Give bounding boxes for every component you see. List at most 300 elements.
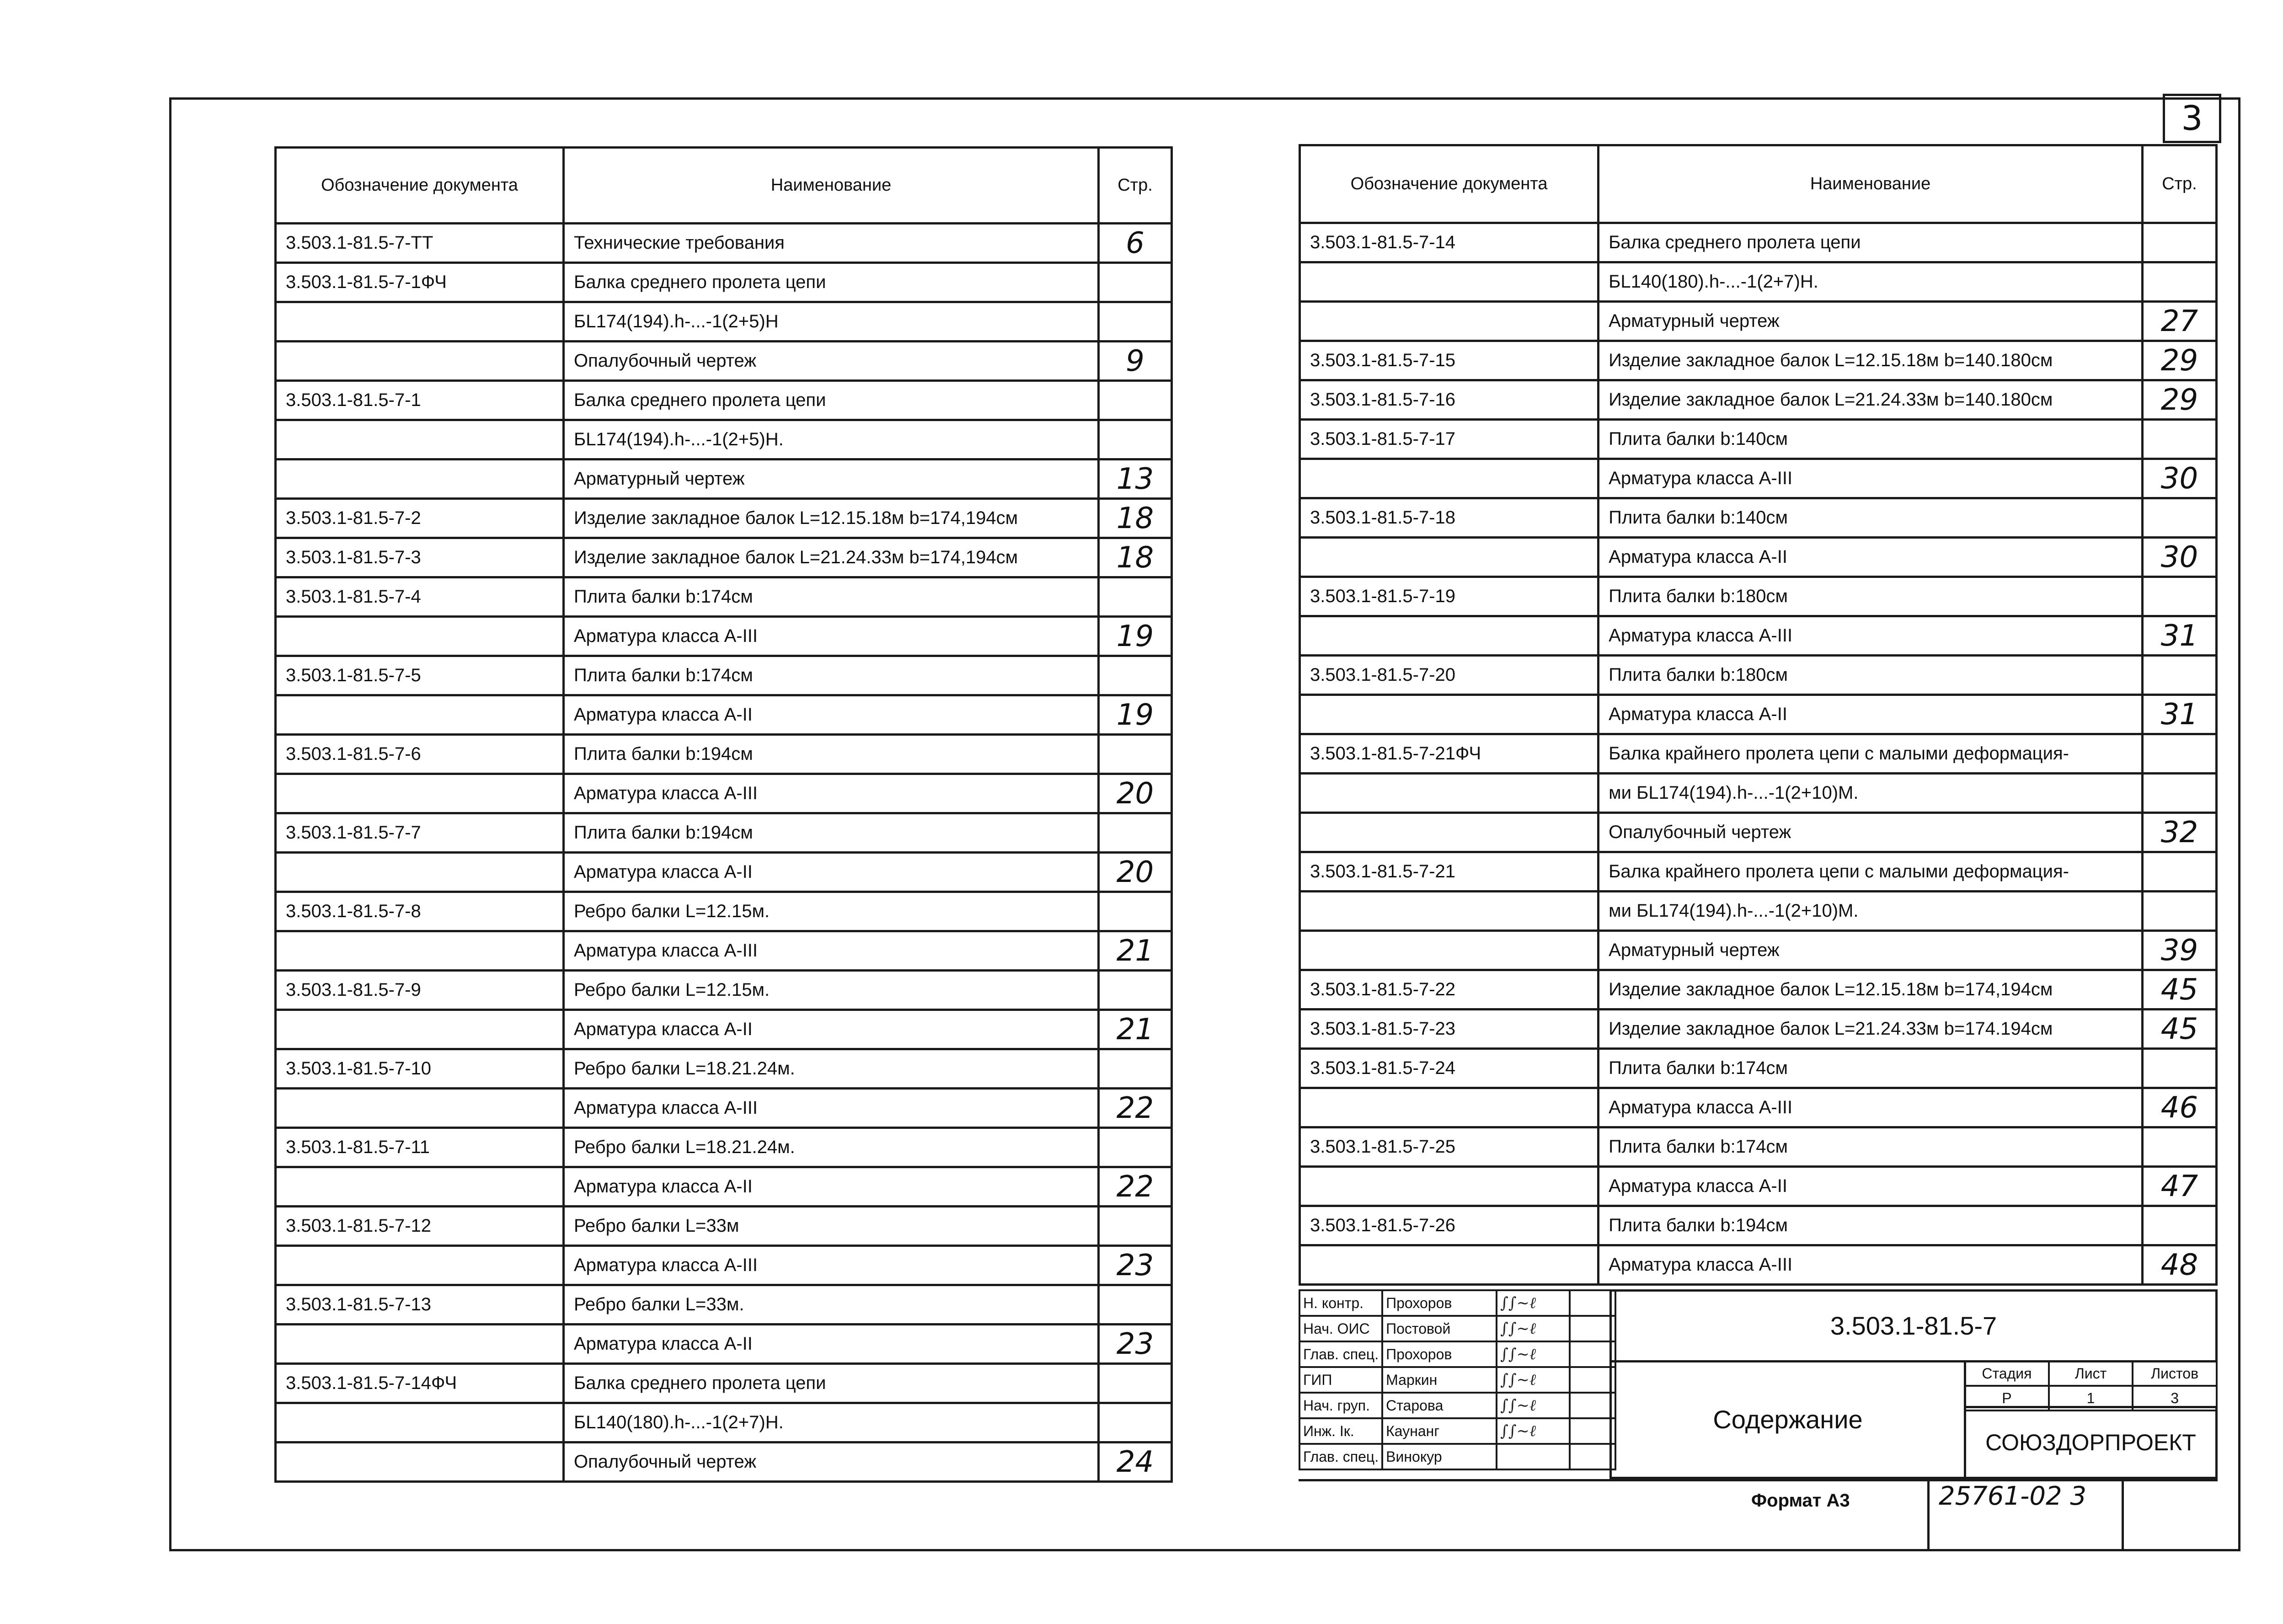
row-page: 46	[2142, 1088, 2216, 1127]
contents-table-right	[1299, 144, 2218, 1286]
table-row	[276, 656, 1172, 695]
row-designation	[276, 1403, 564, 1442]
row-page: 39	[2142, 931, 2216, 970]
table-row	[1300, 577, 2217, 616]
row-designation	[1300, 931, 1599, 970]
row-page	[1099, 735, 1172, 774]
row-name: Арматура класса А-II	[564, 853, 1099, 892]
row-page	[1099, 1128, 1172, 1167]
row-designation: 3.503.1-81.5-7-21ФЧ	[1300, 734, 1599, 774]
row-page: 23	[1099, 1325, 1172, 1364]
row-designation	[1300, 302, 1599, 341]
row-page	[2142, 577, 2216, 616]
table-row	[276, 538, 1172, 577]
row-name: Балка крайнего пролета цепи с малыми деформация-	[1599, 852, 2143, 892]
table-row	[276, 342, 1172, 381]
document-code: 3.503.1-81.5-7	[1609, 1289, 2218, 1362]
table-row	[276, 853, 1172, 892]
signature-table	[1299, 1289, 1616, 1470]
sheets-value: 3	[2133, 1386, 2217, 1410]
signature-row	[1299, 1444, 1615, 1469]
signature-scribble-icon: ∫∫~ℓ	[1500, 1345, 1536, 1363]
row-page: 29	[2142, 380, 2216, 420]
table-row	[1300, 262, 2217, 302]
row-page	[2142, 1206, 2216, 1245]
row-designation: 3.503.1-81.5-7-1	[276, 381, 564, 420]
row-name: Изделие закладное балок L=12.15.18м b=174,194см	[1599, 970, 2143, 1010]
table-row	[276, 735, 1172, 774]
row-designation: 3.503.1-81.5-7-ТТ	[276, 224, 564, 263]
row-page	[1099, 813, 1172, 853]
signature-person: Старова	[1382, 1393, 1497, 1418]
stage-value: Р	[1965, 1386, 2049, 1410]
table-row	[1300, 656, 2217, 695]
row-name: Арматура класса А-III	[1599, 616, 2143, 656]
row-designation: 3.503.1-81.5-7-14	[1300, 223, 1599, 262]
row-page	[1099, 1207, 1172, 1246]
row-page: 18	[1099, 538, 1172, 577]
row-page: 22	[1099, 1089, 1172, 1128]
signature-role: Инж. Iк.	[1299, 1418, 1382, 1444]
inventory-divider-right	[2122, 1479, 2124, 1551]
row-designation	[1300, 1088, 1599, 1127]
signature-scribble-icon: ∫∫~ℓ	[1500, 1294, 1536, 1312]
row-name: БL140(180).h-...-1(2+7)Н.	[1599, 262, 2143, 302]
signature-role: Глав. спец.	[1299, 1444, 1382, 1469]
signature-role: Н. контр.	[1299, 1290, 1382, 1316]
row-name: Технические требования	[564, 224, 1099, 263]
row-name: Арматура класса А-III	[1599, 1088, 2143, 1127]
signature-person: Маркин	[1382, 1367, 1497, 1393]
row-name: Плита балки b:194см	[1599, 1206, 2143, 1245]
row-designation	[1300, 813, 1599, 852]
table-row	[1300, 1127, 2217, 1167]
row-designation: 3.503.1-81.5-7-2	[276, 499, 564, 538]
inventory-divider-left	[1927, 1479, 1930, 1551]
row-name: БL174(194).h-...-1(2+5)Н.	[564, 420, 1099, 459]
header-name: Наименование	[564, 148, 1099, 224]
row-page	[2142, 498, 2216, 538]
table-row	[1300, 774, 2217, 813]
signature-person: Винокур	[1382, 1444, 1497, 1469]
signature-row	[1299, 1418, 1615, 1444]
row-name: Изделие закладное балок L=12.15.18м b=140.180см	[1599, 341, 2143, 380]
sheet-label: Лист	[2049, 1361, 2133, 1386]
row-designation	[276, 1246, 564, 1285]
row-designation	[1300, 262, 1599, 302]
row-name: Плита балки b:140см	[1599, 498, 2143, 538]
header-name: Наименование	[1599, 145, 2143, 223]
row-page: 20	[1099, 853, 1172, 892]
row-designation: 3.503.1-81.5-7-4	[276, 577, 564, 617]
row-name: Арматура класса А-II	[564, 695, 1099, 735]
table-row	[1300, 498, 2217, 538]
signature-person: Постовой	[1382, 1316, 1497, 1341]
row-page	[1099, 1049, 1172, 1089]
row-designation	[1300, 459, 1599, 498]
table-row	[276, 459, 1172, 499]
table-row	[276, 1325, 1172, 1364]
row-page	[1099, 381, 1172, 420]
signature-role: ГИП	[1299, 1367, 1382, 1393]
table-row	[1300, 538, 2217, 577]
row-page	[1099, 420, 1172, 459]
row-name: Арматурный чертеж	[564, 459, 1099, 499]
row-name: Арматура класса А-III	[564, 1089, 1099, 1128]
row-designation: 3.503.1-81.5-7-22	[1300, 970, 1599, 1010]
row-page: 30	[2142, 538, 2216, 577]
row-page	[2142, 852, 2216, 892]
row-designation: 3.503.1-81.5-7-16	[1300, 380, 1599, 420]
row-designation: 3.503.1-81.5-7-12	[276, 1207, 564, 1246]
row-name: Арматура класса А-II	[564, 1167, 1099, 1207]
row-name: Плита балки b:194см	[564, 735, 1099, 774]
table-row	[1300, 1010, 2217, 1049]
header-designation: Обозначение документа	[1300, 145, 1599, 223]
row-name: Изделие закладное балок L=12.15.18м b=174,194см	[564, 499, 1099, 538]
document-title: Содержание	[1609, 1360, 1966, 1479]
row-page: 31	[2142, 695, 2216, 734]
row-name: ми БL174(194).h-...-1(2+10)М.	[1599, 892, 2143, 931]
row-name: Изделие закладное балок L=21.24.33м b=174,194см	[564, 538, 1099, 577]
row-name: БL174(194).h-...-1(2+5)Н	[564, 302, 1099, 342]
table-row	[276, 1010, 1172, 1049]
table-row	[1300, 970, 2217, 1010]
row-name: Опалубочный чертеж	[1599, 813, 2143, 852]
signature-person: Каунанг	[1382, 1418, 1497, 1444]
table-row	[1300, 380, 2217, 420]
table-row	[1300, 813, 2217, 852]
row-designation: 3.503.1-81.5-7-26	[1300, 1206, 1599, 1245]
table-row	[1300, 734, 2217, 774]
row-name: БL140(180).h-...-1(2+7)Н.	[564, 1403, 1099, 1442]
row-designation	[276, 853, 564, 892]
row-page: 19	[1099, 695, 1172, 735]
table-row	[1300, 695, 2217, 734]
row-designation	[276, 459, 564, 499]
row-page: 45	[2142, 970, 2216, 1010]
row-page: 31	[2142, 616, 2216, 656]
sheet-number: 3	[2163, 94, 2221, 143]
table-row	[276, 577, 1172, 617]
table-row	[1300, 302, 2217, 341]
row-page	[1099, 1285, 1172, 1325]
row-page: 27	[2142, 302, 2216, 341]
signature-date	[1570, 1290, 1615, 1316]
row-page	[2142, 734, 2216, 774]
table-row	[1300, 616, 2217, 656]
row-designation	[276, 1442, 564, 1482]
row-name: ми БL174(194).h-...-1(2+10)М.	[1599, 774, 2143, 813]
contents-table-left	[274, 146, 1173, 1483]
row-name: Арматурный чертеж	[1599, 931, 2143, 970]
row-page: 19	[1099, 617, 1172, 656]
signature-date	[1570, 1444, 1615, 1469]
row-page: 9	[1099, 342, 1172, 381]
row-name: Арматура класса А-II	[564, 1010, 1099, 1049]
row-name: Ребро балки L=33м	[564, 1207, 1099, 1246]
signature-scribble-icon: ∫∫~ℓ	[1500, 1396, 1536, 1415]
handwritten-signature	[1497, 1290, 1570, 1316]
row-designation	[276, 931, 564, 971]
table-row	[276, 1403, 1172, 1442]
table-row	[1300, 420, 2217, 459]
row-name: Арматурный чертеж	[1599, 302, 2143, 341]
table-header	[1300, 145, 2217, 223]
table-row	[276, 1246, 1172, 1285]
row-page: 48	[2142, 1245, 2216, 1285]
row-page	[2142, 892, 2216, 931]
row-name: Балка крайнего пролета цепи с малыми деформация-	[1599, 734, 2143, 774]
signature-role: Глав. спец.	[1299, 1341, 1382, 1367]
row-designation: 3.503.1-81.5-7-23	[1300, 1010, 1599, 1049]
handwritten-signature	[1497, 1393, 1570, 1418]
sheets-label: Листов	[2133, 1361, 2217, 1386]
signature-role: Нач. ОИС	[1299, 1316, 1382, 1341]
stage-label: Стадия	[1965, 1361, 2049, 1386]
row-designation	[276, 420, 564, 459]
row-designation: 3.503.1-81.5-7-21	[1300, 852, 1599, 892]
row-page: 18	[1099, 499, 1172, 538]
row-name: Плита балки b:174см	[564, 656, 1099, 695]
handwritten-signature	[1497, 1341, 1570, 1367]
handwritten-signature	[1497, 1418, 1570, 1444]
signature-role: Нач. груп.	[1299, 1393, 1382, 1418]
row-page	[2142, 1127, 2216, 1167]
signature-scribble-icon: ∫∫~ℓ	[1500, 1320, 1536, 1338]
row-page: 45	[2142, 1010, 2216, 1049]
table-row	[276, 224, 1172, 263]
row-name: Ребро балки L=12.15м.	[564, 971, 1099, 1010]
sheet-value: 1	[2049, 1386, 2133, 1410]
header-designation: Обозначение документа	[276, 148, 564, 224]
row-page: 30	[2142, 459, 2216, 498]
table-row	[276, 1167, 1172, 1207]
row-page: 20	[1099, 774, 1172, 813]
row-designation	[1300, 1167, 1599, 1206]
format-label: Формат А3	[1751, 1490, 1850, 1511]
row-name: Арматура класса А-II	[1599, 695, 2143, 734]
row-designation	[276, 342, 564, 381]
row-page: 6	[1099, 224, 1172, 263]
handwritten-signature	[1497, 1367, 1570, 1393]
table-row	[276, 1207, 1172, 1246]
row-designation	[276, 617, 564, 656]
row-designation: 3.503.1-81.5-7-10	[276, 1049, 564, 1089]
table-row	[1300, 1245, 2217, 1285]
signature-row	[1299, 1316, 1615, 1341]
row-designation: 3.503.1-81.5-7-5	[276, 656, 564, 695]
row-name: Ребро балки L=18.21.24м.	[564, 1049, 1099, 1089]
table-row	[1300, 1206, 2217, 1245]
row-page	[2142, 774, 2216, 813]
row-name: Ребро балки L=18.21.24м.	[564, 1128, 1099, 1167]
table-header	[276, 148, 1172, 224]
table-row	[276, 971, 1172, 1010]
row-designation: 3.503.1-81.5-7-14ФЧ	[276, 1364, 564, 1403]
row-name: Балка среднего пролета цепи	[564, 381, 1099, 420]
row-page	[1099, 971, 1172, 1010]
row-page: 24	[1099, 1442, 1172, 1482]
row-name: Балка среднего пролета цепи	[564, 1364, 1099, 1403]
row-name: Опалубочный чертеж	[564, 342, 1099, 381]
row-designation	[1300, 538, 1599, 577]
row-page: 13	[1099, 459, 1172, 499]
title-block	[1299, 1289, 2218, 1479]
row-page	[2142, 420, 2216, 459]
row-name: Арматура класса А-II	[564, 1325, 1099, 1364]
row-name: Ребро балки L=12.15м.	[564, 892, 1099, 931]
table-row	[1300, 1088, 2217, 1127]
table-row	[276, 931, 1172, 971]
row-designation	[276, 1167, 564, 1207]
table-row	[276, 1285, 1172, 1325]
row-page	[1099, 302, 1172, 342]
row-designation	[276, 302, 564, 342]
row-designation: 3.503.1-81.5-7-13	[276, 1285, 564, 1325]
signature-person: Прохоров	[1382, 1341, 1497, 1367]
row-page	[1099, 577, 1172, 617]
row-designation	[1300, 774, 1599, 813]
signature-scribble-icon: ∫∫~ℓ	[1500, 1371, 1536, 1389]
row-name: Арматура класса А-II	[1599, 538, 2143, 577]
row-name: Изделие закладное балок L=21.24.33м b=174.194см	[1599, 1010, 2143, 1049]
row-name: Арматура класса А-III	[564, 1246, 1099, 1285]
row-designation: 3.503.1-81.5-7-11	[276, 1128, 564, 1167]
row-designation: 3.503.1-81.5-7-17	[1300, 420, 1599, 459]
row-designation	[276, 774, 564, 813]
handwritten-signature	[1497, 1316, 1570, 1341]
row-designation	[1300, 892, 1599, 931]
row-page	[1099, 892, 1172, 931]
table-row	[1300, 1167, 2217, 1206]
signature-date	[1570, 1341, 1615, 1367]
table-row	[276, 499, 1172, 538]
signature-scribble-icon: ∫∫~ℓ	[1500, 1422, 1536, 1440]
row-designation: 3.503.1-81.5-7-24	[1300, 1049, 1599, 1088]
signature-row	[1299, 1290, 1615, 1316]
row-designation	[1300, 1245, 1599, 1285]
row-name: Балка среднего пролета цепи	[1599, 223, 2143, 262]
row-page	[1099, 1403, 1172, 1442]
row-designation	[1300, 616, 1599, 656]
row-designation: 3.503.1-81.5-7-19	[1300, 577, 1599, 616]
table-row	[276, 1128, 1172, 1167]
stage-table	[1964, 1360, 2218, 1411]
row-page: 29	[2142, 341, 2216, 380]
row-designation	[276, 1010, 564, 1049]
row-name: Арматура класса А-III	[1599, 1245, 2143, 1285]
row-name: Балка среднего пролета цепи	[564, 263, 1099, 302]
row-page	[1099, 656, 1172, 695]
signature-row	[1299, 1341, 1615, 1367]
row-name: Арматура класса А-III	[564, 774, 1099, 813]
row-page: 47	[2142, 1167, 2216, 1206]
row-page	[1099, 263, 1172, 302]
row-designation: 3.503.1-81.5-7-6	[276, 735, 564, 774]
signature-person: Прохоров	[1382, 1290, 1497, 1316]
table-row	[276, 1442, 1172, 1482]
row-name: Плита балки b:140см	[1599, 420, 2143, 459]
row-name: Плита балки b:180см	[1599, 577, 2143, 616]
row-page	[2142, 656, 2216, 695]
signature-date	[1570, 1418, 1615, 1444]
row-designation: 3.503.1-81.5-7-18	[1300, 498, 1599, 538]
table-row	[276, 774, 1172, 813]
row-name: Плита балки b:194см	[564, 813, 1099, 853]
row-designation: 3.503.1-81.5-7-1ФЧ	[276, 263, 564, 302]
row-designation: 3.503.1-81.5-7-8	[276, 892, 564, 931]
row-page	[2142, 223, 2216, 262]
table-row	[1300, 223, 2217, 262]
header-page: Стр.	[1099, 148, 1172, 224]
row-name: Плита балки b:174см	[1599, 1127, 2143, 1167]
table-row	[276, 813, 1172, 853]
table-row	[276, 892, 1172, 931]
row-designation	[276, 1325, 564, 1364]
table-row	[276, 695, 1172, 735]
row-designation	[276, 1089, 564, 1128]
table-row	[1300, 892, 2217, 931]
row-designation: 3.503.1-81.5-7-3	[276, 538, 564, 577]
signature-date	[1570, 1367, 1615, 1393]
row-name: Опалубочный чертеж	[564, 1442, 1099, 1482]
row-name: Арматура класса А-III	[1599, 459, 2143, 498]
table-row	[276, 263, 1172, 302]
row-name: Плита балки b:174см	[1599, 1049, 2143, 1088]
row-designation: 3.503.1-81.5-7-15	[1300, 341, 1599, 380]
row-designation	[276, 695, 564, 735]
table-row	[1300, 931, 2217, 970]
signature-row	[1299, 1393, 1615, 1418]
inventory-number: 25761-02 3	[1939, 1481, 2087, 1511]
row-name: Арматура класса А-III	[564, 931, 1099, 971]
row-page: 21	[1099, 1010, 1172, 1049]
signature-row	[1299, 1367, 1615, 1393]
row-name: Изделие закладное балок L=21.24.33м b=140.180см	[1599, 380, 2143, 420]
table-row	[1300, 852, 2217, 892]
organization: СОЮЗДОРПРОЕКТ	[1964, 1406, 2218, 1479]
row-name: Арматура класса А-II	[1599, 1167, 2143, 1206]
table-row	[276, 1049, 1172, 1089]
table-row	[276, 617, 1172, 656]
row-page: 23	[1099, 1246, 1172, 1285]
row-page: 22	[1099, 1167, 1172, 1207]
table-row	[276, 302, 1172, 342]
table-row	[276, 381, 1172, 420]
row-designation: 3.503.1-81.5-7-7	[276, 813, 564, 853]
table-row	[1300, 341, 2217, 380]
row-page	[1099, 1364, 1172, 1403]
row-designation: 3.503.1-81.5-7-20	[1300, 656, 1599, 695]
table-row	[1300, 459, 2217, 498]
table-row	[276, 1364, 1172, 1403]
row-page	[2142, 1049, 2216, 1088]
header-page: Стр.	[2142, 145, 2216, 223]
row-page	[2142, 262, 2216, 302]
row-name: Ребро балки L=33м.	[564, 1285, 1099, 1325]
signature-date	[1570, 1316, 1615, 1341]
row-designation: 3.503.1-81.5-7-9	[276, 971, 564, 1010]
row-name: Арматура класса А-III	[564, 617, 1099, 656]
row-designation	[1300, 695, 1599, 734]
table-row	[276, 1089, 1172, 1128]
row-page: 21	[1099, 931, 1172, 971]
row-name: Плита балки b:174см	[564, 577, 1099, 617]
row-name: Плита балки b:180см	[1599, 656, 2143, 695]
table-row	[276, 420, 1172, 459]
row-page: 32	[2142, 813, 2216, 852]
